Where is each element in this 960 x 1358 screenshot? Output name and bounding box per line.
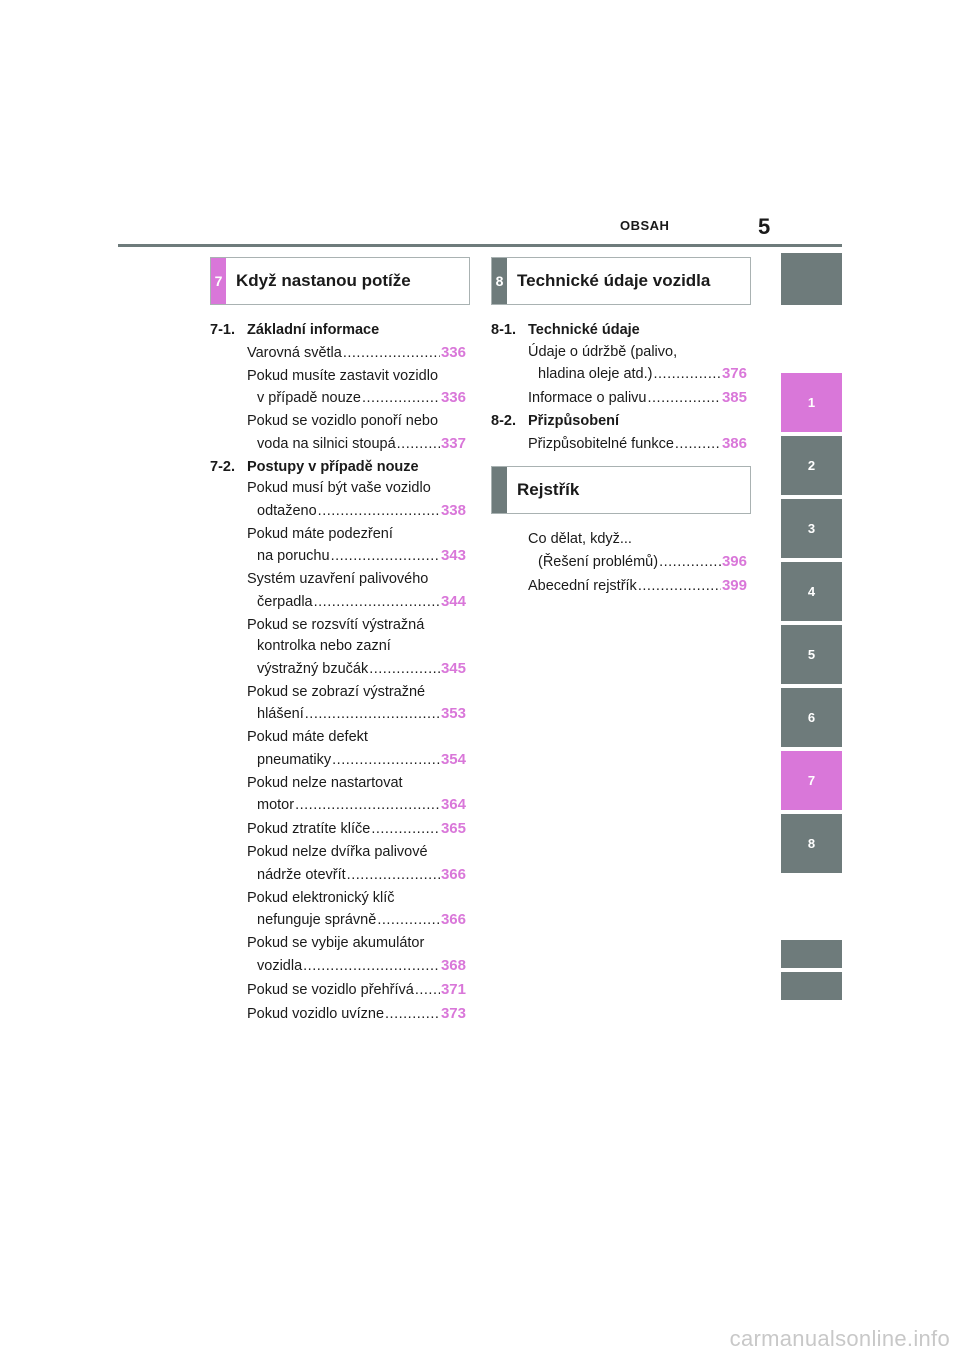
toc-entry-text: čerpadla: [257, 593, 313, 610]
page-link[interactable]: 371: [440, 980, 466, 998]
toc-entry-text: vozidla: [257, 957, 303, 974]
toc-entry-text: (Řešení problémů): [538, 553, 659, 570]
toc-entry-text: hladina oleje atd.): [538, 366, 653, 382]
toc-entry[interactable]: [210, 888, 466, 932]
toc-entry-text: Informace o palivu: [528, 390, 647, 406]
toc-group-heading[interactable]: [210, 457, 466, 479]
side-tab-4[interactable]: 4: [781, 562, 842, 621]
dot-leader: [638, 576, 721, 598]
section-7-box: [210, 257, 470, 305]
page-link[interactable]: 353: [440, 705, 466, 722]
dot-leader: [332, 750, 440, 772]
toc-entry-text: odtaženo: [257, 502, 317, 519]
dot-leader: [362, 388, 440, 410]
toc-entry-text: pneumatiky: [257, 751, 332, 768]
dot-leader: [305, 704, 440, 726]
toc-entry-text: hlášení: [257, 706, 304, 722]
toc-entry[interactable]: [210, 366, 466, 410]
toc-group-heading[interactable]: [491, 411, 747, 433]
dot-leader: [659, 552, 721, 574]
dot-leader: [385, 1004, 440, 1026]
section-7-label: Když nastanou potíže: [236, 271, 411, 290]
toc-group-title: Přizpůsobení: [528, 413, 620, 429]
page-link[interactable]: 337: [440, 434, 466, 452]
dot-leader: [397, 434, 440, 456]
toc-entry[interactable]: [491, 387, 747, 410]
toc-entry-text: Pokud se vozidlo přehřívá: [247, 981, 414, 998]
dot-leader: [371, 819, 440, 841]
toc-entry-text: Systém uzavření palivového: [247, 571, 429, 587]
dot-leader: [653, 364, 720, 386]
toc-entry[interactable]: [210, 933, 466, 977]
toc-entry-text: Pokud vozidlo uvízne: [247, 1005, 385, 1022]
side-tab-2[interactable]: 2: [781, 436, 842, 495]
toc-entry[interactable]: [210, 727, 466, 771]
page-link[interactable]: 385: [721, 389, 747, 406]
page-link[interactable]: 336: [440, 343, 466, 361]
page-link[interactable]: 366: [440, 865, 466, 883]
toc-entry-text: Pokud ztratíte klíče: [247, 821, 371, 837]
index-entries: [491, 529, 747, 599]
toc-entry[interactable]: [210, 478, 466, 522]
dot-leader: [303, 956, 440, 978]
toc-group-heading[interactable]: [491, 320, 747, 342]
page-link[interactable]: 399: [721, 576, 747, 594]
dot-leader: [675, 434, 721, 456]
toc-group-number: 7-1.: [210, 322, 235, 338]
dot-leader: [347, 865, 440, 887]
section-8-tab: 8: [492, 258, 507, 304]
page-link[interactable]: 336: [440, 389, 466, 406]
toc-entry-text: Pokud nelze nastartovat: [247, 774, 403, 791]
side-tab-5[interactable]: 5: [781, 625, 842, 684]
side-tab-bottom-1[interactable]: [781, 940, 842, 968]
dot-leader: [647, 388, 720, 410]
toc-entry-text: Pokud musí být vaše vozidlo: [247, 480, 431, 496]
toc-entry[interactable]: [491, 433, 747, 456]
page-link[interactable]: 376: [721, 365, 747, 382]
dot-leader: [331, 546, 440, 568]
section-8-box: [491, 257, 751, 305]
toc-entry-text: Pokud se vozidlo ponoří nebo: [247, 413, 439, 429]
dot-leader: [377, 910, 440, 932]
toc-group-number: 7-2.: [210, 458, 235, 475]
toc-group-title: Technické údaje: [528, 322, 640, 338]
toc-entry[interactable]: [210, 411, 466, 455]
page-link[interactable]: 365: [440, 820, 466, 837]
toc-entry-text: Abecední rejstřík: [528, 577, 637, 594]
toc-entry[interactable]: [210, 842, 466, 886]
toc-entry-text: Pokud nelze dvířka palivové: [247, 844, 428, 860]
toc-entry-text: Pokud máte defekt: [247, 729, 368, 745]
page-link[interactable]: 366: [440, 911, 466, 928]
toc-entry-text: Pokud se rozsvítí výstražná: [247, 616, 425, 633]
page-link[interactable]: 373: [440, 1004, 466, 1022]
toc-entry[interactable]: [491, 575, 747, 598]
dot-leader: [369, 659, 440, 681]
toc-entry-text: na poruchu: [257, 548, 330, 564]
side-tab-7[interactable]: 7: [781, 751, 842, 810]
toc-right-column: [491, 320, 747, 457]
side-tab-3[interactable]: 3: [781, 499, 842, 558]
index-section-box: [491, 466, 751, 514]
side-tab-1[interactable]: 1: [781, 373, 842, 432]
toc-entry-text: voda na silnici stoupá: [257, 435, 396, 452]
toc-left-column: [210, 320, 466, 1027]
toc-entry-text: Pokud máte podezření: [247, 525, 393, 542]
toc-entry-text: motor: [257, 797, 295, 813]
toc-entry-text: kontrolka nebo zazní: [257, 638, 391, 654]
toc-entry-text: Co dělat, když...: [528, 531, 632, 547]
toc-entry[interactable]: [210, 615, 466, 681]
page-link[interactable]: 345: [440, 659, 466, 677]
toc-entry-text: Pokud musíte zastavit vozidlo: [247, 367, 439, 384]
dot-leader: [415, 980, 440, 1002]
page-link[interactable]: 354: [440, 750, 466, 768]
toc-entry[interactable]: [210, 524, 466, 568]
dot-leader: [318, 501, 440, 523]
page-number: 5: [758, 214, 771, 239]
dot-leader: [343, 343, 440, 365]
toc-entry[interactable]: [210, 569, 466, 613]
toc-entry-text: v případě nouze: [257, 390, 361, 406]
page-link[interactable]: 386: [721, 434, 747, 452]
header-rule: [118, 244, 842, 247]
toc-group-title: Základní informace: [247, 322, 380, 338]
toc-entry[interactable]: [210, 773, 466, 817]
index-section-label: Rejstřík: [517, 480, 580, 499]
side-tab-6[interactable]: 6: [781, 688, 842, 747]
toc-group-heading[interactable]: [210, 320, 466, 342]
side-tab-bottom-2[interactable]: [781, 972, 842, 1000]
watermark: carmanualsonline.info: [729, 1326, 950, 1351]
dot-leader: [295, 795, 440, 817]
index-section-tab: [492, 467, 507, 513]
toc-entry[interactable]: [210, 818, 466, 841]
page-link[interactable]: 344: [440, 592, 466, 610]
toc-entry[interactable]: [210, 682, 466, 726]
toc-entry-text: nefunguje správně: [257, 912, 377, 928]
toc-entry-text: Pokud se vybije akumulátor: [247, 935, 425, 951]
page-link[interactable]: 364: [440, 796, 466, 813]
toc-group-number: 8-2.: [491, 413, 516, 429]
toc-entry-text: Pokud elektronický klíč: [247, 889, 395, 906]
dot-leader: [314, 592, 440, 614]
toc-group-number: 8-1.: [491, 322, 516, 338]
toc-entry-text: nádrže otevřít: [257, 866, 346, 883]
page-link[interactable]: 396: [721, 552, 747, 570]
toc-entry-text: Varovná světla: [247, 344, 342, 361]
toc-entry-text: Údaje o údržbě (palivo,: [528, 343, 678, 360]
toc-group-title: Postupy v případě nouze: [247, 458, 419, 475]
toc-entry-text: Pokud se zobrazí výstražné: [247, 683, 426, 700]
section-7-tab: 7: [211, 258, 226, 304]
section-8-label: Technické údaje vozidla: [517, 271, 711, 290]
toc-entry[interactable]: [491, 529, 747, 573]
toc-entry-text: Přizpůsobitelné funkce: [528, 435, 674, 452]
toc-entry[interactable]: [210, 979, 466, 1002]
side-tab-8[interactable]: 8: [781, 814, 842, 873]
toc-entry-text: výstražný bzučák: [257, 660, 369, 677]
toc-entry[interactable]: [210, 1003, 466, 1026]
header-title: OBSAH: [620, 218, 670, 233]
toc-entry[interactable]: [210, 342, 466, 365]
page-link[interactable]: 338: [440, 501, 466, 519]
side-tab-top-blank[interactable]: [781, 253, 842, 305]
toc-entry[interactable]: [491, 342, 747, 386]
page-link[interactable]: 368: [440, 956, 466, 974]
page-link[interactable]: 343: [440, 547, 466, 564]
